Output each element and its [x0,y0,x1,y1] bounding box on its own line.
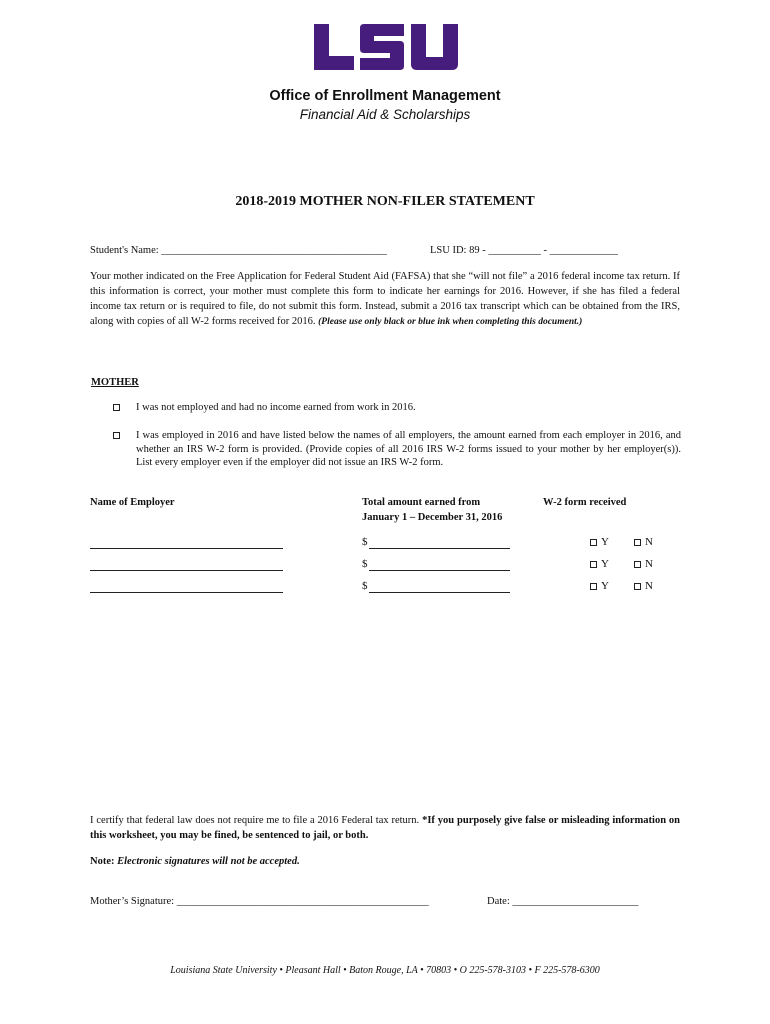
ink-note: (Please use only black or blue ink when completing this document.) [318,317,583,327]
option-employed-checkbox[interactable] [113,432,120,439]
amount-header-line2: January 1 – December 31, 2016 [362,511,503,523]
employer-name-input[interactable] [90,570,283,571]
w2-no-label: N [645,580,653,592]
amount-input[interactable] [369,592,510,593]
w2-no-checkbox[interactable] [634,561,641,568]
lsu-id-field[interactable]: LSU ID: 89 - __________ - _____________ [430,245,618,256]
amount-header-line1: Total amount earned from [362,497,481,508]
date-field[interactable]: Date: ________________________ [487,896,639,907]
w2-column-header: W-2 form received [543,497,627,508]
mother-heading: MOTHER [91,377,139,388]
dollar-sign: $ [362,580,368,592]
lsu-logo [0,20,770,74]
w2-no-label: N [645,536,653,548]
employer-name-input[interactable] [90,592,283,593]
w2-yes-checkbox[interactable] [590,583,597,590]
w2-no-label: N [645,558,653,570]
certification-paragraph [90,813,680,843]
footer-address: Louisiana State University • Pleasant Hall • Baton Rouge, LA • 70803 • O 225-578-3103 • F 225-578-6300 [170,965,600,976]
amount-input[interactable] [369,570,510,571]
w2-yes-label: Y [601,580,609,592]
option-not-employed-label: I was not employed and had no income earned from work in 2016. [136,402,416,413]
form-title: 2018-2019 MOTHER NON-FILER STATEMENT [235,194,535,209]
w2-yes-label: Y [601,536,609,548]
employer-column-header: Name of Employer [90,497,175,508]
w2-no-checkbox[interactable] [634,539,641,546]
mother-signature-field[interactable]: Mother’s Signature: ________________________________________________ [90,896,429,907]
option-not-employed-checkbox[interactable] [113,404,120,411]
certification-text: I certify that federal law does not require me to file a 2016 Federal tax return. [90,815,420,826]
office-title: Office of Enrollment Management [269,88,501,104]
w2-yes-label: Y [601,558,609,570]
note-text: Electronic signatures will not be accepted. [117,856,300,867]
instructions-text: Your mother indicated on the Free Application for Federal Student Aid (FAFSA) that she “will not file” a 2016 federal income tax return. If this information is correct, your mother must complete this form to indicate her earnings for 2016. However, if she has filed a federal income tax return or is required to file, do not submit this form. Instead, submit a 2016 tax transcript which can be obtained from the IRS, along with copies of all W-2 forms received for 2016. [90,271,680,327]
penalty-warning: *If you purposely give false or misleading information on this worksheet, you may be fined, be sentenced to jail, or both. [90,815,681,841]
amount-input[interactable] [369,548,510,549]
instructions-paragraph [90,269,680,330]
student-name-field[interactable]: Student's Name: ___________________________________________ [90,245,388,256]
w2-yes-checkbox[interactable] [590,539,597,546]
dollar-sign: $ [362,558,368,570]
w2-yes-checkbox[interactable] [590,561,597,568]
w2-no-checkbox[interactable] [634,583,641,590]
amount-column-header [362,496,502,525]
signature-note [90,854,300,869]
dollar-sign: $ [362,536,368,548]
option-employed-label: I was employed in 2016 and have listed below the names of all employers, the amount earned from each employer in 2016, and whether an IRS W-2 form is provided. (Provide copies of all 2016 IRS W-2 forms issued to your mother by her employer(s)). List every employer even if the employer did not issue an IRS W-2 form. [136,430,681,468]
note-label: Note: [90,856,115,867]
employer-name-input[interactable] [90,548,283,549]
department-subtitle: Financial Aid & Scholarships [299,107,471,122]
